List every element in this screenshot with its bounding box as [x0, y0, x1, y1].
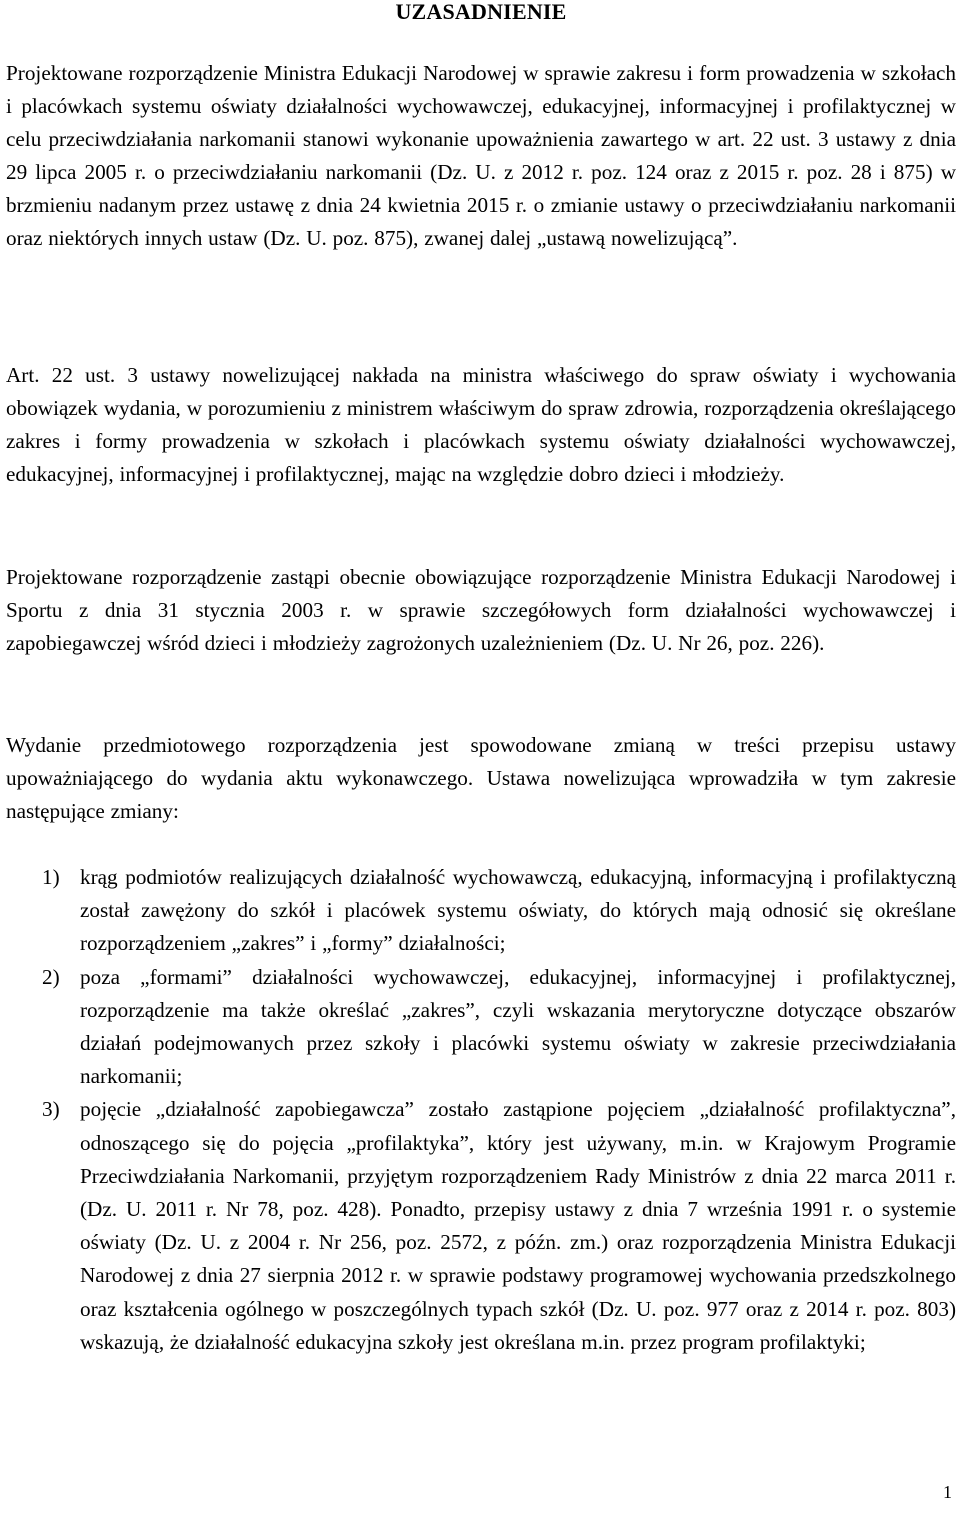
list-item-number: 1): [42, 865, 60, 889]
document-page: [6, 0, 956, 1513]
page-number: 1: [943, 1482, 952, 1502]
list-item-text: pojęcie „działalność zapobiegawcza” zostało zastąpione pojęciem „działalność profilaktyczna”, odnoszącego się do pojęcia „profilaktyka”, który jest używany, m.in. w Krajowym Programie Przeciwdziałania Narkomanii, przyjętym rozporządzeniem Rady Ministrów z dnia 22 marca 2011 r. (Dz. U. 2011 r. Nr 78, poz. 428). Ponadto, przepisy ustawy z dnia 7 września 1991 r. o systemie oświaty (Dz. U. z 2004 r. Nr 256, poz. 2572, z późn. zm.) oraz rozporządzenia Ministra Edukacji Narodowej z dnia 27 sierpnia 2012 r. w sprawie podstawy programowej wychowania przedszkolnego oraz kształcenia ogólnego w poszczególnych typach szkół (Dz. U. poz. 977 oraz z 2014 r. poz. 803) wskazują, że działalność edukacyjna szkoły jest określana m.in. przez program profilaktyki;: [80, 1097, 956, 1354]
paragraph-art-22: Art. 22 ust. 3 ustawy nowelizującej nakłada na ministra właściwego do spraw oświaty i wychowania obowiązek wydania, w porozumieniu z ministrem właściwym do spraw zdrowia, rozporządzenia określającego zakres i formy prowadzenia w szkołach i placówkach systemu oświaty działalności wychowawczej, edukacyjnej, informacyjnej i profilaktycznej, mając na względzie dobro dzieci i młodzieży.: [6, 363, 956, 486]
paragraph-replacement: Projektowane rozporządzenie zastąpi obecnie obowiązujące rozporządzenie Ministra Edukacji Narodowej i Sportu z dnia 31 stycznia 2003 r. w sprawie szczegółowych form działalności wychowawczej i zapobiegawczej wśród dzieci i młodzieży zagrożonych uzależnieniem (Dz. U. Nr 26, poz. 226).: [6, 565, 956, 655]
paragraph-changes-intro: Wydanie przedmiotowego rozporządzenia jest spowodowane zmianą w treści przepisu ustawy upoważniającego do wydania aktu wykonawczego. Ustawa nowelizująca wprowadziła w tym zakresie następujące zmiany:: [6, 733, 956, 823]
list-item: [42, 961, 956, 1094]
list-item-text: poza „formami” działalności wychowawczej, edukacyjnej, informacyjnej i profilaktycznej, rozporządzenie ma także określać „zakres”, czyli wskazania merytoryczne dotyczące obszarów działań podejmowanych przez szkoły i placówki systemu oświaty w zakresie przeciwdziałania narkomanii;: [80, 964, 956, 1089]
intro-text: Projektowane rozporządzenie Ministra Edukacji Narodowej w sprawie zakresu i form prowadzenia w szkołach i placówkach systemu oświaty działalności wychowawczej, edukacyjnej, informacyjnej i profilaktycznej w celu przeciwdziałania narkomanii stanowi wykonanie upoważnienia zawartego w art. 22 ust. 3 ustawy z dnia 29 lipca 2005 r. o przeciwdziałaniu narkomanii (Dz. U. z 2012 r. poz. 124 oraz z 2015 r. poz. 28 i 875) w brzmieniu nadanym przez ustawę z dnia 24 kwietnia 2015 r. o zmianie ustawy o przeciwdziałaniu narkomanii oraz niektórych innych ustaw (Dz. U. poz. 875), zwanej dalej „ustawą nowelizującą”.: [6, 61, 956, 250]
intro-paragraph: [6, 57, 956, 255]
list-item-text: krąg podmiotów realizujących działalność wychowawczą, edukacyjną, informacyjną i profilaktyczną został zawężony do szkół i placówek systemu oświaty, do których mają odnosić się określane rozporządzeniem „zakres” i „formy” działalności;: [80, 865, 956, 956]
list-item-number: 2): [42, 964, 60, 989]
document-title: UZASADNIENIE: [395, 0, 567, 24]
list-item-number: 3): [42, 1097, 60, 1122]
list-item: [42, 861, 956, 961]
changes-list: [42, 861, 956, 1359]
list-item: [42, 1093, 956, 1359]
